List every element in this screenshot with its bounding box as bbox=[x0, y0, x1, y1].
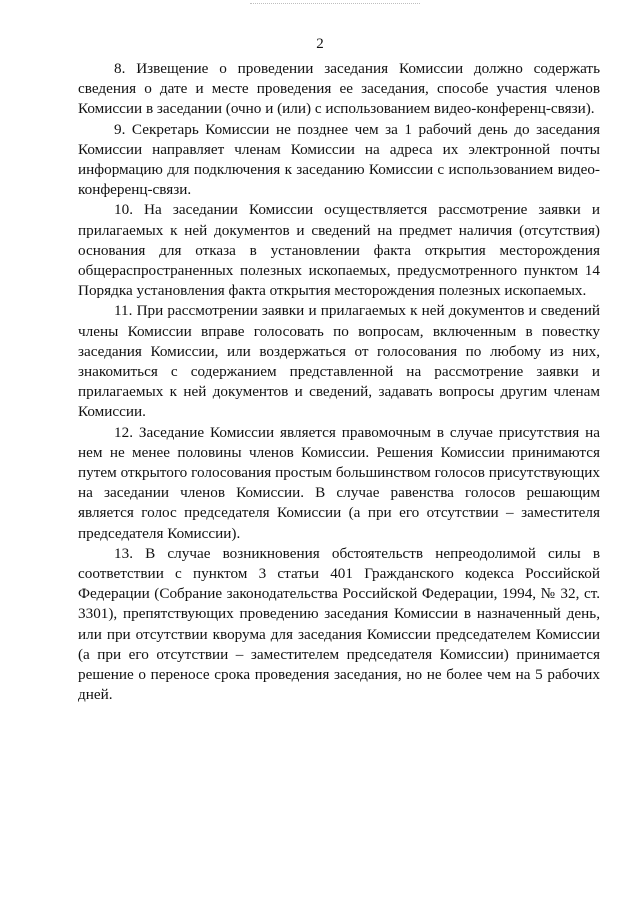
document-body bbox=[78, 59, 600, 706]
paragraph-12: 12. Заседание Комиссии является правомочным в случае присутствия на нем не менее половины членов Комиссии. Решения Комиссии принимаются путем открытого голосования простым большинством голосов присутствующих на заседании членов Комиссии. В случае равенства голосов решающим является голос председателя Комиссии (а при его отсутствии – заместителя председателя Комиссии). bbox=[78, 423, 600, 542]
paragraph-13: 13. В случае возникновения обстоятельств непреодолимой силы в соответствии с пунктом 3 статьи 401 Гражданского кодекса Российской Федерации (Собрание законодательства Российской Федерации, 1994, № 32, ст. 3301), препятствующих проведению заседания Комиссии в назначенный день, или при отсутствии кворума для заседания Комиссии председателем Комиссии (а при его отсутствии – заместителем председателя Комиссии) принимается решение о переносе срока проведения заседания, но не более чем на 5 рабочих дней. bbox=[78, 544, 600, 704]
paragraph-9: 9. Секретарь Комиссии не позднее чем за 1 рабочий день до заседания Комиссии направляет членам Комиссии на адреса их электронной почты информацию для подключения к заседанию Комиссии с использованием видео-конференц-связи. bbox=[78, 120, 600, 199]
paragraph-11: 11. При рассмотрении заявки и прилагаемых к ней документов и сведений члены Комиссии вправе голосовать по вопросам, включенным в повестку заседания Комиссии, или воздержаться от голосования по любому из них, знакомиться с содержанием представленной на рассмотрение заявки и прилагаемых к ней документов и сведений, задавать вопросы другим членам Комиссии. bbox=[78, 302, 600, 421]
paragraph-8: 8. Извещение о проведении заседания Комиссии должно содержать сведения о дате и месте проведения ее заседания, способе участия членов Комиссии в заседании (очно и (или) с использованием видео-конференц-связи). bbox=[78, 60, 600, 118]
scan-artifact-line bbox=[250, 3, 420, 4]
page-number: 2 bbox=[316, 36, 324, 52]
paragraph-10: 10. На заседании Комиссии осуществляется рассмотрение заявки и прилагаемых к ней документов и сведений на предмет наличия (отсутствия) основания для отказа в установлении факта открытия месторождения общераспространенных полезных ископаемых, предусмотренного пунктом 14 Порядка установления факта открытия месторождения полезных ископаемых. bbox=[78, 201, 600, 300]
